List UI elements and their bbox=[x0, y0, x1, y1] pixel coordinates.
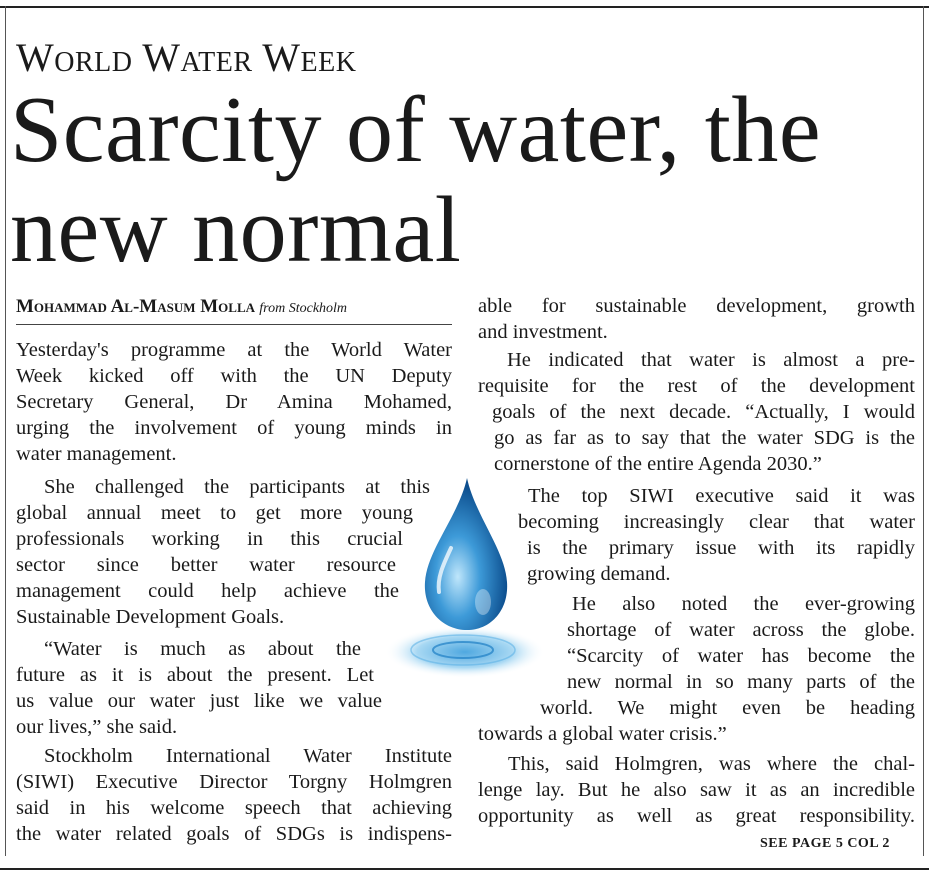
right-paragraph-5 bbox=[478, 751, 915, 829]
text-line: “Water is much as about the bbox=[44, 638, 361, 660]
text-line: “Scarcity of water has become the bbox=[567, 645, 915, 667]
text-line: us value our water just like we value bbox=[16, 690, 382, 712]
text-line: water management. bbox=[16, 443, 177, 465]
text-line: management could help achieve the bbox=[16, 580, 399, 602]
text-line: is the primary issue with its rapidly bbox=[527, 537, 915, 559]
text-line: sector since better water resource bbox=[16, 554, 396, 576]
text-line: She challenged the participants at this bbox=[44, 476, 430, 498]
text-line: The top SIWI executive said it was bbox=[528, 485, 915, 507]
byline bbox=[16, 296, 458, 320]
bottom-rule bbox=[0, 868, 929, 870]
text-line: Stockholm International Water Institute bbox=[44, 745, 452, 767]
text-line: Week kicked off with the UN Deputy bbox=[16, 365, 452, 387]
left-paragraph-4 bbox=[16, 743, 452, 847]
text-line: new normal in so many parts of the bbox=[567, 671, 915, 693]
byline-rule bbox=[16, 324, 452, 325]
headline bbox=[10, 80, 920, 280]
section-kicker: World Water Week bbox=[16, 35, 357, 80]
author-name: Mohammad Al-Masum Molla bbox=[16, 296, 256, 317]
right-paragraph-2 bbox=[0, 347, 915, 477]
byline-location: from Stockholm bbox=[259, 301, 348, 316]
text-line: able for sustainable development, growth bbox=[478, 295, 915, 317]
text-line: world. We might even be heading bbox=[540, 697, 915, 719]
text-line: becoming increasingly clear that water bbox=[518, 511, 915, 533]
headline-line-1: Scarcity of water, the bbox=[10, 78, 822, 182]
text-line: the water related goals of SDGs is indispens- bbox=[16, 823, 452, 845]
text-line: opportunity as well as great responsibility. bbox=[478, 805, 915, 827]
text-line: Yesterday's programme at the World Water bbox=[16, 339, 452, 361]
text-line: He indicated that water is almost a pre- bbox=[507, 349, 915, 371]
headline-line-2: new normal bbox=[10, 178, 462, 282]
drop-shape bbox=[425, 478, 507, 630]
text-line: and investment. bbox=[478, 321, 608, 343]
right-paragraph-4 bbox=[0, 591, 915, 747]
text-line: go as far as to say that the water SDG is the bbox=[494, 427, 915, 449]
right-paragraph-3 bbox=[0, 483, 915, 587]
text-line: global annual meet to get more young bbox=[16, 502, 413, 524]
text-line: said in his welcome speech that achieving bbox=[16, 797, 452, 819]
right-paragraph-1 bbox=[478, 293, 915, 345]
right-border bbox=[923, 6, 924, 856]
text-line: urging the involvement of young minds in bbox=[16, 417, 452, 439]
text-line: goals of the next decade. “Actually, I would bbox=[492, 401, 915, 423]
text-line: our lives,” she said. bbox=[16, 716, 178, 738]
text-line: (SIWI) Executive Director Torgny Holmgren bbox=[16, 771, 452, 793]
text-line: requisite for the rest of the development bbox=[478, 375, 915, 397]
text-line: growing demand. bbox=[527, 563, 671, 585]
text-line: He also noted the ever-growing bbox=[572, 593, 915, 615]
text-line: Secretary General, Dr Amina Mohamed, bbox=[16, 391, 452, 413]
text-line: cornerstone of the entire Agenda 2030.” bbox=[494, 453, 822, 475]
top-rule bbox=[0, 6, 929, 8]
text-line: lenge lay. But he also saw it as an incredible bbox=[478, 779, 915, 801]
text-line: This, said Holmgren, was where the chal- bbox=[508, 753, 915, 775]
text-line: Sustainable Development Goals. bbox=[16, 606, 285, 628]
text-line: professionals working in this crucial bbox=[16, 528, 403, 550]
text-line: shortage of water across the globe. bbox=[567, 619, 915, 641]
text-line: future as it is about the present. Let bbox=[16, 664, 374, 686]
text-line: towards a global water crisis.” bbox=[478, 723, 727, 745]
jump-line: SEE PAGE 5 COL 2 bbox=[760, 836, 890, 851]
